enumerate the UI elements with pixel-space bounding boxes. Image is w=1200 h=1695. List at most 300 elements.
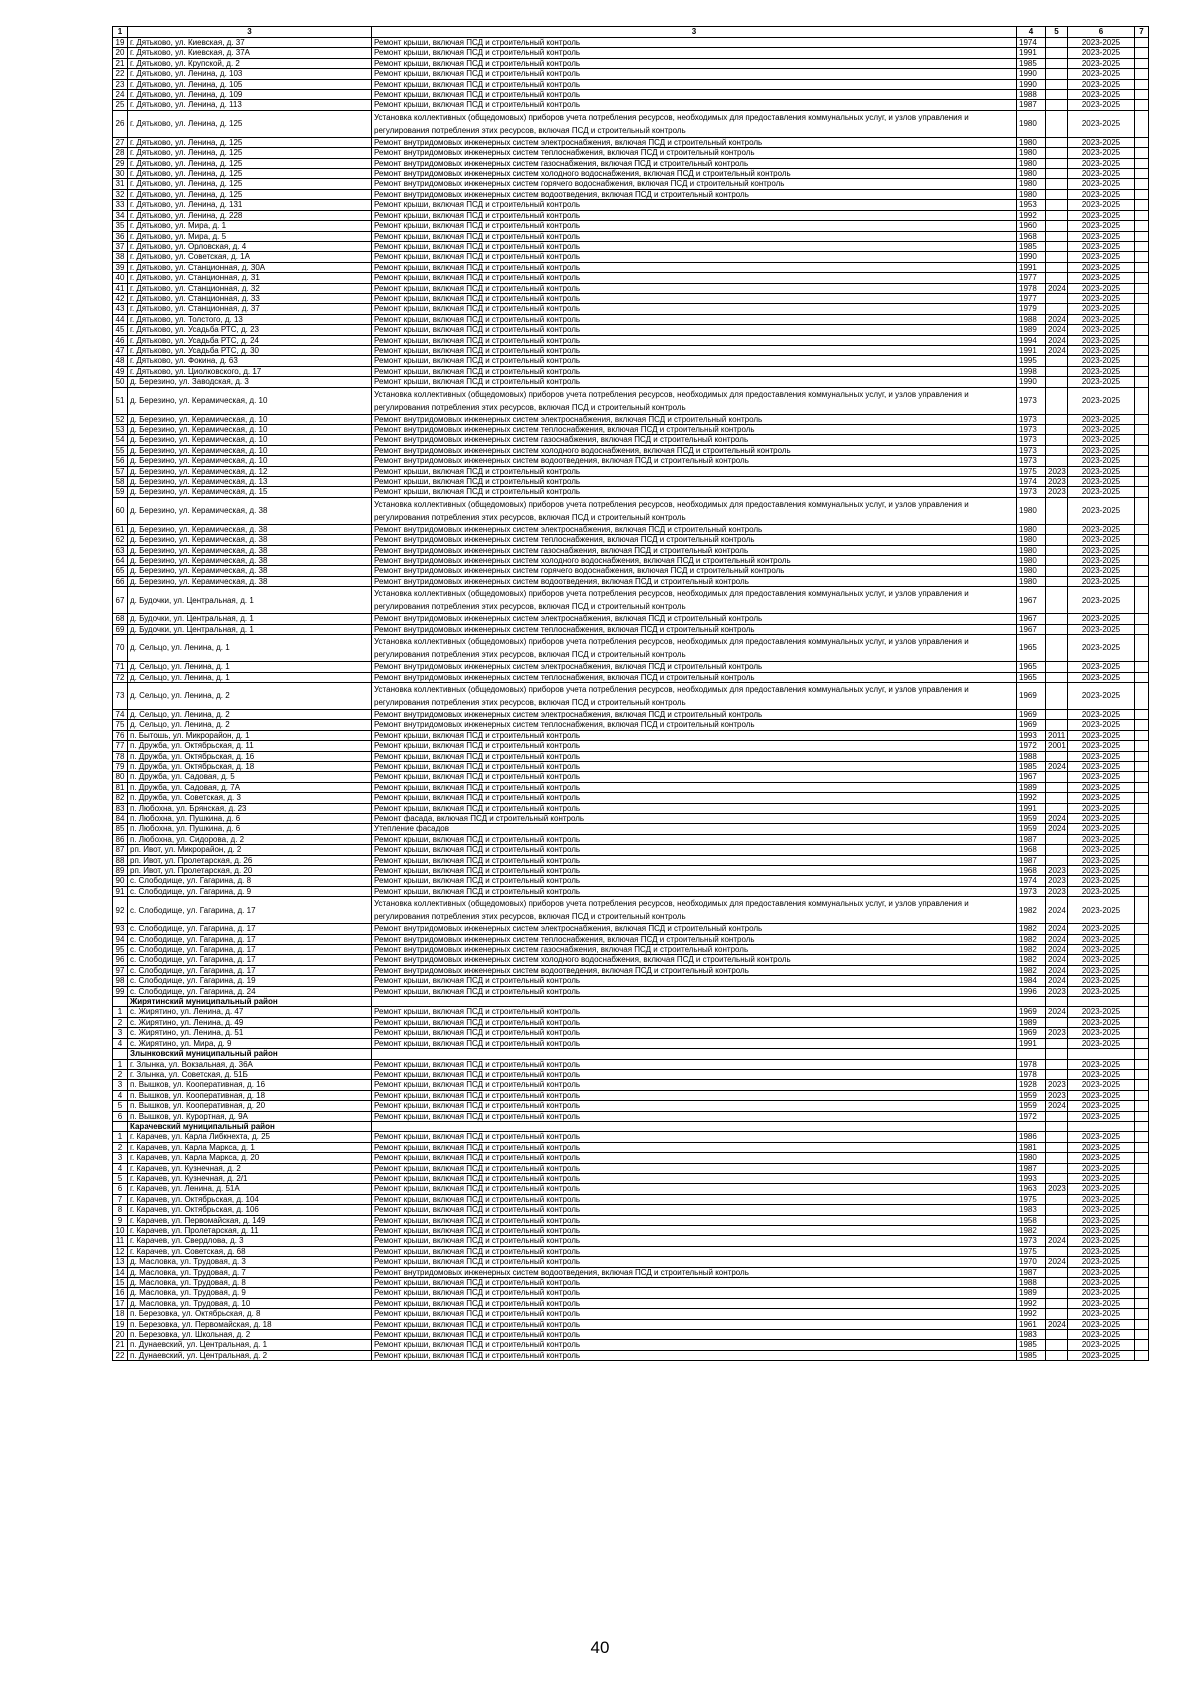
row-number-cell: 69 bbox=[113, 624, 128, 634]
row-number-cell: 95 bbox=[113, 945, 128, 955]
year-built-cell: 1967 bbox=[1017, 624, 1046, 634]
extra-cell bbox=[1135, 273, 1149, 283]
row-number-cell: 4 bbox=[113, 1038, 128, 1048]
address-cell: г. Дятьково, ул. Ленина, д. 125 bbox=[128, 158, 372, 168]
table-row bbox=[113, 487, 1149, 497]
extra-cell bbox=[1135, 366, 1149, 376]
table-row bbox=[113, 566, 1149, 576]
year-built-cell: 1987 bbox=[1017, 855, 1046, 865]
period-cell: 2023-2025 bbox=[1068, 356, 1135, 366]
year-built-cell: 1983 bbox=[1017, 1205, 1046, 1215]
table-row bbox=[113, 556, 1149, 566]
row-number-cell: 2 bbox=[113, 1069, 128, 1079]
year-built-cell: 1967 bbox=[1017, 614, 1046, 624]
work-type-cell: Ремонт крыши, включая ПСД и строительный контроль bbox=[372, 741, 1017, 751]
extra-cell bbox=[1135, 824, 1149, 834]
work-type-cell: Ремонт внутридомовых инженерных систем водоотведения, включая ПСД и строительный контроль bbox=[372, 189, 1017, 199]
year-last-repair-cell: 2024 bbox=[1046, 283, 1068, 293]
extra-cell bbox=[1135, 293, 1149, 303]
year-built-cell: 1980 bbox=[1017, 110, 1046, 137]
period-cell: 2023-2025 bbox=[1068, 624, 1135, 634]
period-cell: 2023-2025 bbox=[1068, 79, 1135, 89]
row-number-cell: 81 bbox=[113, 782, 128, 792]
year-last-repair-cell bbox=[1046, 158, 1068, 168]
year-last-repair-cell bbox=[1046, 662, 1068, 672]
row-number-cell: 99 bbox=[113, 986, 128, 996]
row-number-cell: 2 bbox=[113, 1017, 128, 1027]
period-cell: 2023-2025 bbox=[1068, 772, 1135, 782]
address-cell: д. Масловка, ул. Трудовая, д. 7 bbox=[128, 1267, 372, 1277]
address-cell: г. Дятьково, ул. Станционная, д. 37 bbox=[128, 304, 372, 314]
year-last-repair-cell bbox=[1046, 682, 1068, 709]
year-last-repair-cell bbox=[1046, 1049, 1068, 1059]
year-built-cell: 1993 bbox=[1017, 730, 1046, 740]
work-type-cell: Ремонт крыши, включая ПСД и строительный контроль bbox=[372, 304, 1017, 314]
row-number-cell: 67 bbox=[113, 587, 128, 614]
address-cell: с. Слободище, ул. Гагарина, д. 9 bbox=[128, 886, 372, 896]
row-number-cell: 1 bbox=[113, 1007, 128, 1017]
year-built-cell: 1977 bbox=[1017, 273, 1046, 283]
row-number-cell: 16 bbox=[113, 1288, 128, 1298]
year-built-cell: 1980 bbox=[1017, 524, 1046, 534]
period-cell: 2023-2025 bbox=[1068, 545, 1135, 555]
year-last-repair-cell bbox=[1046, 200, 1068, 210]
address-cell: с. Слободище, ул. Гагарина, д. 17 bbox=[128, 924, 372, 934]
table-row bbox=[113, 576, 1149, 586]
year-built-cell: 1973 bbox=[1017, 387, 1046, 414]
extra-cell bbox=[1135, 1267, 1149, 1277]
extra-cell bbox=[1135, 772, 1149, 782]
table-row bbox=[113, 456, 1149, 466]
table-row bbox=[113, 614, 1149, 624]
year-last-repair-cell bbox=[1046, 221, 1068, 231]
extra-cell bbox=[1135, 169, 1149, 179]
table-row bbox=[113, 751, 1149, 761]
period-cell: 2023-2025 bbox=[1068, 535, 1135, 545]
extra-cell bbox=[1135, 1226, 1149, 1236]
period-cell: 2023-2025 bbox=[1068, 897, 1135, 924]
work-type-cell: Ремонт крыши, включая ПСД и строительный контроль bbox=[372, 79, 1017, 89]
row-number-cell: 19 bbox=[113, 38, 128, 48]
row-number-cell: 91 bbox=[113, 886, 128, 896]
table-row bbox=[113, 497, 1149, 524]
table-row bbox=[113, 793, 1149, 803]
work-type-cell: Ремонт внутридомовых инженерных систем водоотведения, включая ПСД и строительный контроль bbox=[372, 1267, 1017, 1277]
address-cell: г. Карачев, ул. Ленина, д. 51А bbox=[128, 1184, 372, 1194]
year-built-cell bbox=[1017, 997, 1046, 1007]
table-row bbox=[113, 1226, 1149, 1236]
extra-cell bbox=[1135, 720, 1149, 730]
row-number-cell: 61 bbox=[113, 524, 128, 534]
row-number-cell: 47 bbox=[113, 345, 128, 355]
extra-cell bbox=[1135, 210, 1149, 220]
year-last-repair-cell bbox=[1046, 366, 1068, 376]
table-row bbox=[113, 845, 1149, 855]
period-cell: 2023-2025 bbox=[1068, 387, 1135, 414]
address-cell: г. Дятьково, ул. Ленина, д. 105 bbox=[128, 79, 372, 89]
table-row bbox=[113, 1069, 1149, 1079]
year-built-cell: 1985 bbox=[1017, 58, 1046, 68]
row-number-cell: 96 bbox=[113, 955, 128, 965]
row-number-cell: 31 bbox=[113, 179, 128, 189]
table-body bbox=[113, 27, 1149, 1361]
year-last-repair-cell: 2024 bbox=[1046, 945, 1068, 955]
year-built-cell: 1965 bbox=[1017, 662, 1046, 672]
year-built-cell: 1978 bbox=[1017, 1069, 1046, 1079]
work-type-cell: Утепление фасадов bbox=[372, 824, 1017, 834]
row-number-cell: 25 bbox=[113, 100, 128, 110]
year-last-repair-cell bbox=[1046, 751, 1068, 761]
extra-cell bbox=[1135, 741, 1149, 751]
table-row bbox=[113, 69, 1149, 79]
table-row bbox=[113, 524, 1149, 534]
year-built-cell: 1980 bbox=[1017, 556, 1046, 566]
period-cell: 2023-2025 bbox=[1068, 445, 1135, 455]
period-cell: 2023-2025 bbox=[1068, 210, 1135, 220]
extra-cell bbox=[1135, 38, 1149, 48]
table-row bbox=[113, 782, 1149, 792]
year-last-repair-cell bbox=[1046, 672, 1068, 682]
work-type-cell: Ремонт крыши, включая ПСД и строительный контроль bbox=[372, 1319, 1017, 1329]
year-last-repair-cell bbox=[1046, 556, 1068, 566]
work-type-cell: Ремонт крыши, включая ПСД и строительный контроль bbox=[372, 1111, 1017, 1121]
period-cell: 2023-2025 bbox=[1068, 497, 1135, 524]
period-cell: 2023-2025 bbox=[1068, 148, 1135, 158]
work-type-cell: Ремонт внутридомовых инженерных систем водоотведения, включая ПСД и строительный контроль bbox=[372, 576, 1017, 586]
address-cell: д. Березино, ул. Керамическая, д. 38 bbox=[128, 545, 372, 555]
year-last-repair-cell: 2023 bbox=[1046, 1028, 1068, 1038]
period-cell: 2023-2025 bbox=[1068, 456, 1135, 466]
row-number-cell: 45 bbox=[113, 325, 128, 335]
year-built-cell: 1968 bbox=[1017, 231, 1046, 241]
extra-cell bbox=[1135, 566, 1149, 576]
table-row bbox=[113, 252, 1149, 262]
extra-cell bbox=[1135, 709, 1149, 719]
table-row bbox=[113, 662, 1149, 672]
year-last-repair-cell: 2024 bbox=[1046, 924, 1068, 934]
table-row bbox=[113, 189, 1149, 199]
year-last-repair-cell bbox=[1046, 497, 1068, 524]
extra-cell bbox=[1135, 90, 1149, 100]
period-cell: 2023-2025 bbox=[1068, 48, 1135, 58]
address-cell: с. Слободище, ул. Гагарина, д. 19 bbox=[128, 976, 372, 986]
period-cell: 2023-2025 bbox=[1068, 761, 1135, 771]
year-built-cell: 1992 bbox=[1017, 1309, 1046, 1319]
row-number-cell: 63 bbox=[113, 545, 128, 555]
period-cell: 2023-2025 bbox=[1068, 200, 1135, 210]
table-row bbox=[113, 314, 1149, 324]
table-row bbox=[113, 179, 1149, 189]
address-cell: с. Слободище, ул. Гагарина, д. 8 bbox=[128, 876, 372, 886]
extra-cell bbox=[1135, 79, 1149, 89]
period-cell: 2023-2025 bbox=[1068, 1069, 1135, 1079]
table-row bbox=[113, 976, 1149, 986]
extra-cell bbox=[1135, 1340, 1149, 1350]
year-last-repair-cell bbox=[1046, 293, 1068, 303]
year-last-repair-cell bbox=[1046, 1330, 1068, 1340]
year-last-repair-cell: 2023 bbox=[1046, 1080, 1068, 1090]
year-built-cell: 1973 bbox=[1017, 425, 1046, 435]
period-cell: 2023-2025 bbox=[1068, 876, 1135, 886]
year-built-cell: 1991 bbox=[1017, 1038, 1046, 1048]
period-cell: 2023-2025 bbox=[1068, 834, 1135, 844]
extra-cell bbox=[1135, 1173, 1149, 1183]
table-row bbox=[113, 945, 1149, 955]
row-number-cell: 90 bbox=[113, 876, 128, 886]
section-heading-row bbox=[113, 1049, 1149, 1059]
work-type-cell: Ремонт крыши, включая ПСД и строительный контроль bbox=[372, 38, 1017, 48]
table-row bbox=[113, 741, 1149, 751]
year-built-cell: 1990 bbox=[1017, 79, 1046, 89]
address-cell: г. Дятьково, ул. Мира, д. 5 bbox=[128, 231, 372, 241]
year-built-cell: 1980 bbox=[1017, 566, 1046, 576]
address-cell: п. Вышков, ул. Кооперативная, д. 20 bbox=[128, 1101, 372, 1111]
address-cell: д. Сельцо, ул. Ленина, д. 1 bbox=[128, 662, 372, 672]
period-cell: 2023-2025 bbox=[1068, 477, 1135, 487]
table-row bbox=[113, 587, 1149, 614]
work-type-cell: Ремонт крыши, включая ПСД и строительный контроль bbox=[372, 1340, 1017, 1350]
period-cell: 2023-2025 bbox=[1068, 69, 1135, 79]
repair-program-table bbox=[112, 26, 1149, 1361]
period-cell: 2023-2025 bbox=[1068, 1101, 1135, 1111]
year-last-repair-cell: 2024 bbox=[1046, 965, 1068, 975]
address-cell: г. Дятьково, ул. Киевская, д. 37А bbox=[128, 48, 372, 58]
period-cell: 2023-2025 bbox=[1068, 524, 1135, 534]
address-cell: д. Сельцо, ул. Ленина, д. 2 bbox=[128, 720, 372, 730]
table-row bbox=[113, 955, 1149, 965]
extra-cell bbox=[1135, 445, 1149, 455]
period-cell: 2023-2025 bbox=[1068, 556, 1135, 566]
work-type-cell: Ремонт крыши, включая ПСД и строительный контроль bbox=[372, 1153, 1017, 1163]
header-cell: 4 bbox=[1017, 27, 1046, 38]
address-cell: п. Березовка, ул. Октябрьская, д. 8 bbox=[128, 1309, 372, 1319]
year-built-cell: 1980 bbox=[1017, 148, 1046, 158]
year-last-repair-cell: 2024 bbox=[1046, 1007, 1068, 1017]
row-number-cell: 21 bbox=[113, 58, 128, 68]
year-last-repair-cell bbox=[1046, 1267, 1068, 1277]
row-number-cell: 22 bbox=[113, 69, 128, 79]
row-number-cell: 36 bbox=[113, 231, 128, 241]
year-last-repair-cell: 2024 bbox=[1046, 1257, 1068, 1267]
year-built-cell: 1992 bbox=[1017, 793, 1046, 803]
address-cell: д. Березино, ул. Керамическая, д. 38 bbox=[128, 576, 372, 586]
extra-cell bbox=[1135, 1194, 1149, 1204]
period-cell: 2023-2025 bbox=[1068, 813, 1135, 823]
row-number-cell: 38 bbox=[113, 252, 128, 262]
row-number-cell: 13 bbox=[113, 1257, 128, 1267]
address-cell: п. Дружба, ул. Октябрьская, д. 16 bbox=[128, 751, 372, 761]
table-row bbox=[113, 1309, 1149, 1319]
work-type-cell: Ремонт крыши, включая ПСД и строительный контроль bbox=[372, 1173, 1017, 1183]
table-row bbox=[113, 387, 1149, 414]
table-row bbox=[113, 824, 1149, 834]
work-type-cell: Ремонт крыши, включая ПСД и строительный контроль bbox=[372, 1163, 1017, 1173]
period-cell: 2023-2025 bbox=[1068, 803, 1135, 813]
year-built-cell: 1989 bbox=[1017, 782, 1046, 792]
year-built-cell: 1980 bbox=[1017, 545, 1046, 555]
year-last-repair-cell: 2011 bbox=[1046, 730, 1068, 740]
row-number-cell: 14 bbox=[113, 1267, 128, 1277]
extra-cell bbox=[1135, 179, 1149, 189]
work-type-cell: Ремонт крыши, включая ПСД и строительный контроль bbox=[372, 100, 1017, 110]
period-cell: 2023-2025 bbox=[1068, 730, 1135, 740]
row-number-cell: 44 bbox=[113, 314, 128, 324]
work-type-cell: Установка коллективных (общедомовых) приборов учета потребления ресурсов, необходимых для предоставления коммунальных услуг, и узлов управления и регулирования потребления этих ресурсов, включая ПСД и строительный контроль bbox=[372, 587, 1017, 614]
extra-cell bbox=[1135, 997, 1149, 1007]
year-last-repair-cell bbox=[1046, 456, 1068, 466]
period-cell: 2023-2025 bbox=[1068, 955, 1135, 965]
year-last-repair-cell bbox=[1046, 1194, 1068, 1204]
row-number-cell: 93 bbox=[113, 924, 128, 934]
work-type-cell: Ремонт крыши, включая ПСД и строительный контроль bbox=[372, 1101, 1017, 1111]
work-type-cell: Ремонт внутридомовых инженерных систем электроснабжения, включая ПСД и строительный контроль bbox=[372, 137, 1017, 147]
work-type-cell: Ремонт крыши, включая ПСД и строительный контроль bbox=[372, 886, 1017, 896]
work-type-cell: Ремонт крыши, включая ПСД и строительный контроль bbox=[372, 48, 1017, 58]
year-built-cell: 1995 bbox=[1017, 356, 1046, 366]
year-built-cell bbox=[1017, 1121, 1046, 1131]
table-row bbox=[113, 1288, 1149, 1298]
work-type-cell: Установка коллективных (общедомовых) приборов учета потребления ресурсов, необходимых для предоставления коммунальных услуг, и узлов управления и регулирования потребления этих ресурсов, включая ПСД и строительный контроль bbox=[372, 387, 1017, 414]
address-cell: г. Дятьково, ул. Ленина, д. 125 bbox=[128, 137, 372, 147]
year-built-cell: 1980 bbox=[1017, 137, 1046, 147]
work-type-cell: Ремонт крыши, включая ПСД и строительный контроль bbox=[372, 314, 1017, 324]
year-last-repair-cell bbox=[1046, 1246, 1068, 1256]
work-type-cell: Ремонт крыши, включая ПСД и строительный контроль bbox=[372, 252, 1017, 262]
address-cell: рп. Ивот, ул. Пролетарская, д. 20 bbox=[128, 866, 372, 876]
year-built-cell: 1982 bbox=[1017, 934, 1046, 944]
address-cell: г. Карачев, ул. Свердлова, д. 3 bbox=[128, 1236, 372, 1246]
year-built-cell: 1982 bbox=[1017, 1226, 1046, 1236]
year-last-repair-cell bbox=[1046, 793, 1068, 803]
row-number-cell: 20 bbox=[113, 1330, 128, 1340]
work-type-cell: Установка коллективных (общедомовых) приборов учета потребления ресурсов, необходимых для предоставления коммунальных услуг, и узлов управления и регулирования потребления этих ресурсов, включая ПСД и строительный контроль bbox=[372, 497, 1017, 524]
year-built-cell: 1985 bbox=[1017, 1350, 1046, 1360]
work-type-cell: Ремонт крыши, включая ПСД и строительный контроль bbox=[372, 1330, 1017, 1340]
address-cell: г. Карачев, ул. Карла Маркса, д. 1 bbox=[128, 1142, 372, 1152]
address-cell: с. Слободище, ул. Гагарина, д. 17 bbox=[128, 934, 372, 944]
extra-cell bbox=[1135, 1153, 1149, 1163]
row-number-cell: 28 bbox=[113, 148, 128, 158]
period-cell: 2023-2025 bbox=[1068, 314, 1135, 324]
table-row bbox=[113, 1278, 1149, 1288]
year-built-cell: 1980 bbox=[1017, 189, 1046, 199]
period-cell: 2023-2025 bbox=[1068, 169, 1135, 179]
extra-cell bbox=[1135, 314, 1149, 324]
address-cell: Злынковский муниципальный район bbox=[128, 1049, 372, 1059]
year-built-cell: 1992 bbox=[1017, 210, 1046, 220]
address-cell: г. Дятьково, ул. Станционная, д. 30А bbox=[128, 262, 372, 272]
year-last-repair-cell bbox=[1046, 1111, 1068, 1121]
year-built-cell: 1968 bbox=[1017, 866, 1046, 876]
row-number-cell: 22 bbox=[113, 1350, 128, 1360]
address-cell: п. Дунаевский, ул. Центральная, д. 1 bbox=[128, 1340, 372, 1350]
extra-cell bbox=[1135, 730, 1149, 740]
extra-cell bbox=[1135, 793, 1149, 803]
year-built-cell: 1979 bbox=[1017, 304, 1046, 314]
period-cell: 2023-2025 bbox=[1068, 487, 1135, 497]
period-cell: 2023-2025 bbox=[1068, 335, 1135, 345]
row-number-cell: 39 bbox=[113, 262, 128, 272]
extra-cell bbox=[1135, 587, 1149, 614]
table-header-row bbox=[113, 27, 1149, 38]
period-cell: 2023-2025 bbox=[1068, 1007, 1135, 1017]
table-row bbox=[113, 435, 1149, 445]
row-number-cell: 77 bbox=[113, 741, 128, 751]
year-last-repair-cell bbox=[1046, 524, 1068, 534]
extra-cell bbox=[1135, 1298, 1149, 1308]
year-last-repair-cell bbox=[1046, 69, 1068, 79]
year-built-cell: 1984 bbox=[1017, 976, 1046, 986]
row-number-cell: 70 bbox=[113, 635, 128, 662]
year-built-cell: 1980 bbox=[1017, 158, 1046, 168]
period-cell bbox=[1068, 1121, 1135, 1131]
year-last-repair-cell bbox=[1046, 90, 1068, 100]
year-last-repair-cell bbox=[1046, 635, 1068, 662]
year-built-cell: 1982 bbox=[1017, 897, 1046, 924]
period-cell: 2023-2025 bbox=[1068, 1017, 1135, 1027]
extra-cell bbox=[1135, 624, 1149, 634]
year-built-cell: 1975 bbox=[1017, 1194, 1046, 1204]
address-cell: с. Жирятино, ул. Ленина, д. 49 bbox=[128, 1017, 372, 1027]
year-built-cell: 1982 bbox=[1017, 924, 1046, 934]
work-type-cell: Ремонт внутридомовых инженерных систем холодного водоснабжения, включая ПСД и строительный контроль bbox=[372, 445, 1017, 455]
year-last-repair-cell bbox=[1046, 1226, 1068, 1236]
row-number-cell: 5 bbox=[113, 1101, 128, 1111]
work-type-cell: Ремонт крыши, включая ПСД и строительный контроль bbox=[372, 1028, 1017, 1038]
row-number-cell: 4 bbox=[113, 1163, 128, 1173]
table-row bbox=[113, 148, 1149, 158]
year-built-cell: 1972 bbox=[1017, 1111, 1046, 1121]
table-row bbox=[113, 335, 1149, 345]
year-last-repair-cell bbox=[1046, 720, 1068, 730]
extra-cell bbox=[1135, 1059, 1149, 1069]
year-built-cell: 1981 bbox=[1017, 1142, 1046, 1152]
extra-cell bbox=[1135, 200, 1149, 210]
table-row bbox=[113, 834, 1149, 844]
row-number-cell: 60 bbox=[113, 497, 128, 524]
extra-cell bbox=[1135, 356, 1149, 366]
year-last-repair-cell bbox=[1046, 414, 1068, 424]
period-cell: 2023-2025 bbox=[1068, 1236, 1135, 1246]
year-built-cell: 1975 bbox=[1017, 466, 1046, 476]
table-row bbox=[113, 90, 1149, 100]
address-cell: г. Карачев, ул. Первомайская, д. 149 bbox=[128, 1215, 372, 1225]
work-type-cell: Ремонт крыши, включая ПСД и строительный контроль bbox=[372, 1257, 1017, 1267]
year-built-cell: 1969 bbox=[1017, 720, 1046, 730]
address-cell: г. Дятьково, ул. Толстого, д. 13 bbox=[128, 314, 372, 324]
extra-cell bbox=[1135, 189, 1149, 199]
year-last-repair-cell bbox=[1046, 189, 1068, 199]
address-cell: п. Березовка, ул. Первомайская, д. 18 bbox=[128, 1319, 372, 1329]
row-number-cell: 75 bbox=[113, 720, 128, 730]
year-built-cell: 1958 bbox=[1017, 1215, 1046, 1225]
work-type-cell: Ремонт крыши, включая ПСД и строительный контроль bbox=[372, 1069, 1017, 1079]
period-cell: 2023-2025 bbox=[1068, 304, 1135, 314]
work-type-cell: Ремонт внутридомовых инженерных систем электроснабжения, включая ПСД и строительный контроль bbox=[372, 924, 1017, 934]
row-number-cell: 71 bbox=[113, 662, 128, 672]
address-cell: д. Березино, ул. Керамическая, д. 12 bbox=[128, 466, 372, 476]
row-number-cell: 33 bbox=[113, 200, 128, 210]
year-built-cell: 1967 bbox=[1017, 587, 1046, 614]
extra-cell bbox=[1135, 662, 1149, 672]
table-row bbox=[113, 761, 1149, 771]
period-cell: 2023-2025 bbox=[1068, 189, 1135, 199]
address-cell: г. Дятьково, ул. Ленина, д. 125 bbox=[128, 189, 372, 199]
address-cell: рп. Ивот, ул. Микрорайон, д. 2 bbox=[128, 845, 372, 855]
address-cell: п. Дружба, ул. Октябрьская, д. 18 bbox=[128, 761, 372, 771]
table-row bbox=[113, 855, 1149, 865]
row-number-cell: 6 bbox=[113, 1184, 128, 1194]
